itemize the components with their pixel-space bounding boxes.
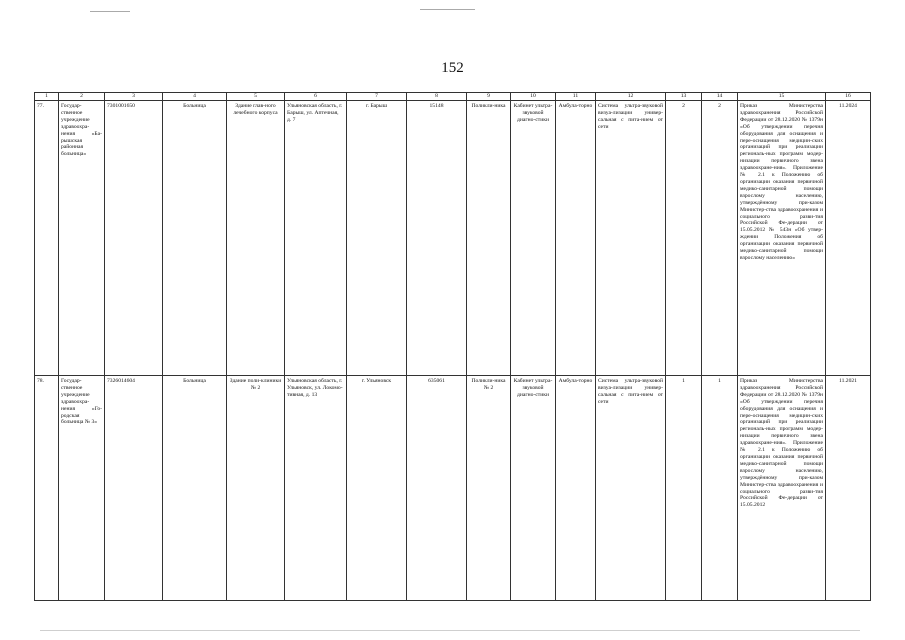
division: Поликли-ника № 2 [467, 376, 511, 601]
table-row [35, 376, 871, 601]
column-number: 6 [285, 93, 347, 101]
column-number: 10 [511, 93, 556, 101]
organization-code: 7301001650 [105, 101, 163, 376]
column-number: 4 [163, 93, 227, 101]
territory-code: 15148 [407, 101, 467, 376]
table-row [35, 101, 871, 376]
address: Ульяновская область, г. Ульяновск, ул. Локомо-тивная, д. 13 [285, 376, 347, 601]
legal-basis: Приказ Министерства здравоохранения Российской Федерации от 28.12.2020 № 1379н «Об утверждении перечня оборудования для оснащения и пере-оснащения медицин-ских организаций при реализации региональ-ных программ модер-низации первичного звена здравоохране-ния». Приложение № 2.1 к Положению об организации оказания первичной медико-санитарной помощи взрослому населению, утверждённому при-казом Министер-ства здравоохранения и социального разви-тия Российской Фе-дерации от 15.05.2012 № 543н «Об утвер-ждении Положения об организации оказания первичной медико-санитарной помощи взрослому населению» [738, 101, 826, 376]
delivery-date: 11.2024 [826, 101, 871, 376]
quantity-required: 2 [666, 101, 702, 376]
column-number: 15 [738, 93, 826, 101]
building-name: Здание глав-ного лечебного корпуса [227, 101, 285, 376]
row-number: 78. [35, 376, 59, 601]
scan-artifact-top [90, 11, 130, 12]
care-mode: Амбула-торно [556, 101, 596, 376]
scan-artifact-top [420, 9, 475, 10]
organization-name: Государ-ственное учреждение здравоохра-нения «Ба-рышская районная больница» [59, 101, 105, 376]
legal-basis: Приказ Министерства здравоохранения Российской Федерации от 28.12.2020 № 1379н «Об утверждении перечня оборудования для оснащения и пере-оснащения медицин-ских организаций при реализации региональ-ных программ модер-низации первичного звена здравоохране-ния». Приложение № 2.1 к Положению об организации оказания первичной медико-санитарной помощи взрослому населению, утверждённому при-казом Министер-ства здравоохранения и социального разви-тия Российской Фе-дерации от 15.05.2012 [738, 376, 826, 601]
quantity-planned: 1 [702, 376, 738, 601]
column-number: 11 [556, 93, 596, 101]
territory-code: 635061 [407, 376, 467, 601]
column-number: 5 [227, 93, 285, 101]
row-number: 77. [35, 101, 59, 376]
address: Ульяновская область, г. Барыш, ул. Аптечная, д. 7 [285, 101, 347, 376]
city: г. Барыш [347, 101, 407, 376]
organization-name: Государ-ственное учреждение здравоохра-нения «Го-родская больница № 3» [59, 376, 105, 601]
column-number: 9 [467, 93, 511, 101]
equipment-name: Система ультра-звуковой визуа-лизации универ-сальная с пита-нием от сети [596, 376, 666, 601]
column-number: 7 [347, 93, 407, 101]
organization-code: 7326014604 [105, 376, 163, 601]
room: Кабинет ультра-звуковой диагно-стики [511, 376, 556, 601]
column-number: 1 [35, 93, 59, 101]
column-number: 16 [826, 93, 871, 101]
building-name: Здание поли-клиники № 2 [227, 376, 285, 601]
room: Кабинет ультра-звуковой диагно-стики [511, 101, 556, 376]
column-number: 13 [666, 93, 702, 101]
facility-type: Больница [163, 376, 227, 601]
column-number: 12 [596, 93, 666, 101]
column-number: 14 [702, 93, 738, 101]
column-number: 2 [59, 93, 105, 101]
care-mode: Амбула-торно [556, 376, 596, 601]
scan-artifact-bottom [40, 630, 860, 631]
equipment-register-table [34, 92, 871, 601]
equipment-name: Система ультра-звуковой визуа-лизации универ-сальная с пита-нием от сети [596, 101, 666, 376]
column-number-row [35, 93, 871, 101]
page-number: 152 [441, 60, 464, 76]
division: Поликли-ника [467, 101, 511, 376]
quantity-required: 1 [666, 376, 702, 601]
facility-type: Больница [163, 101, 227, 376]
quantity-planned: 2 [702, 101, 738, 376]
column-number: 8 [407, 93, 467, 101]
city: г. Ульяновск [347, 376, 407, 601]
delivery-date: 11.2021 [826, 376, 871, 601]
column-number: 3 [105, 93, 163, 101]
